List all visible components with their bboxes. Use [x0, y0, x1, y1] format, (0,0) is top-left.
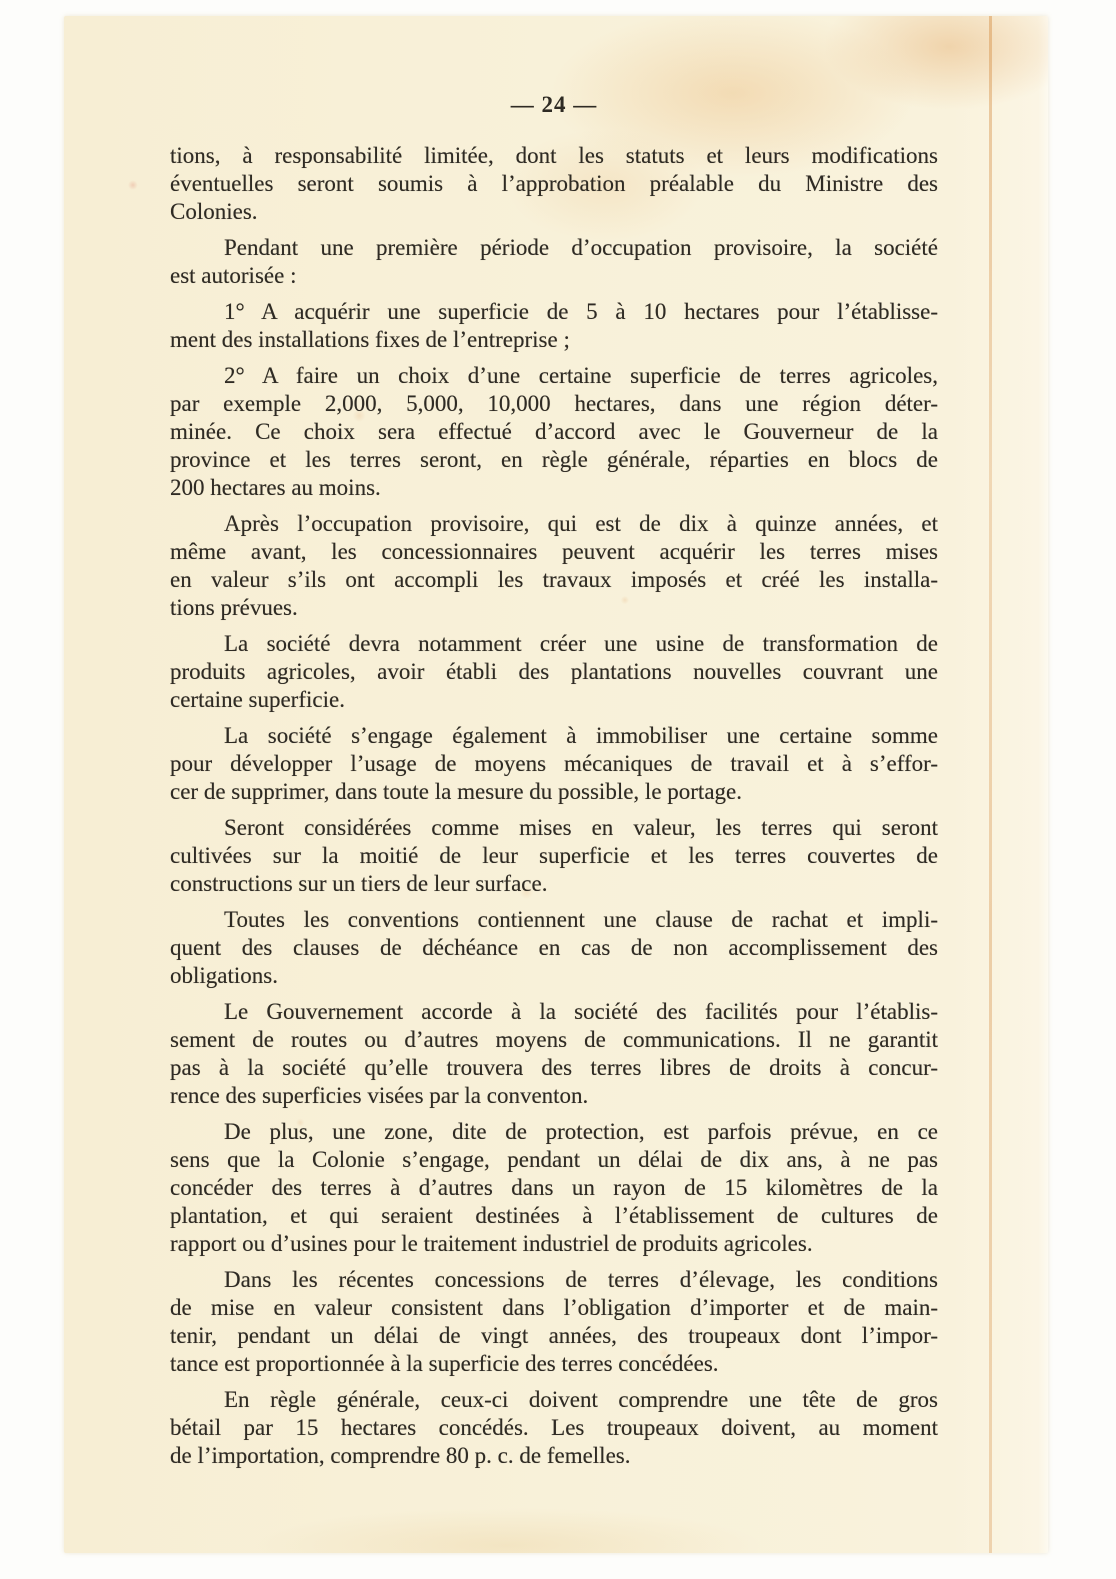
text-line: Seront considérées comme mises en valeur, les terres qui seront	[224, 815, 938, 840]
text-line: certaine superficie.	[170, 687, 345, 712]
text-line: La société s’engage également à immobiliser une certaine somme	[224, 723, 938, 748]
page-fold-line	[989, 16, 992, 1553]
text-line: plantation, et qui seraient destinées à l’établissement de cultures de	[170, 1203, 938, 1228]
text-line: Colonies.	[170, 199, 258, 224]
text-line: sement de routes ou d’autres moyens de communications. Il ne garantit	[170, 1027, 938, 1052]
text-line: minée. Ce choix sera effectué d’accord avec le Gouverneur de la	[170, 419, 938, 444]
text-line: En règle générale, ceux-ci doivent comprendre une tête de gros	[224, 1387, 938, 1412]
text-line: pas à la société qu’elle trouvera des terres libres de droits à concur-	[170, 1055, 938, 1080]
text-line: tance est proportionnée à la superficie des terres concédées.	[170, 1351, 719, 1376]
text-line: 2° A faire un choix d’une certaine superficie de terres agricoles,	[224, 363, 938, 388]
paragraph	[170, 814, 938, 898]
paragraph	[170, 510, 938, 622]
paragraph	[170, 234, 938, 290]
paragraph	[170, 142, 938, 226]
text-line: tenir, pendant un délai de vingt années, des troupeaux dont l’impor-	[170, 1323, 938, 1348]
paragraph	[170, 362, 938, 502]
text-line: même avant, les concessionnaires peuvent acquérir les terres mises	[170, 539, 938, 564]
text-line: La société devra notamment créer une usine de transformation de	[224, 631, 938, 656]
document-page	[64, 16, 1048, 1553]
paragraph	[170, 630, 938, 714]
text-line: Pendant une première période d’occupation provisoire, la société	[224, 235, 938, 260]
paragraph	[170, 998, 938, 1110]
text-line: quent des clauses de déchéance en cas de non accomplissement des	[170, 935, 938, 960]
text-line: rapport ou d’usines pour le traitement industriel de produits agricoles.	[170, 1231, 813, 1256]
paragraph	[170, 906, 938, 990]
paragraph	[170, 1266, 938, 1378]
text-line: Le Gouvernement accorde à la société des facilités pour l’établis-	[224, 999, 938, 1024]
text-line: rence des superficies visées par la conventon.	[170, 1083, 589, 1108]
text-line: province et les terres seront, en règle générale, réparties en blocs de	[170, 447, 938, 472]
page-number: — 24 —	[510, 92, 598, 117]
text-line: de l’importation, comprendre 80 p. c. de femelles.	[170, 1443, 631, 1468]
text-line: ment des installations fixes de l’entreprise ;	[170, 327, 570, 352]
paragraph	[170, 298, 938, 354]
text-line: obligations.	[170, 963, 278, 988]
text-line: Après l’occupation provisoire, qui est de dix à quinze années, et	[224, 511, 938, 536]
text-line: pour développer l’usage de moyens mécaniques de travail et à s’effor-	[170, 751, 938, 776]
paragraph	[170, 1118, 938, 1258]
text-line: tions, à responsabilité limitée, dont les statuts et leurs modifications	[170, 143, 938, 168]
text-line: éventuelles seront soumis à l’approbation préalable du Ministre des	[170, 171, 938, 196]
text-line: de mise en valeur consistent dans l’obligation d’importer et de main-	[170, 1295, 938, 1320]
text-line: cultivées sur la moitié de leur superficie et les terres couvertes de	[170, 843, 938, 868]
page-body	[170, 142, 938, 1478]
text-line: en valeur s’ils ont accompli les travaux imposés et créé les installa-	[170, 567, 938, 592]
text-line: est autorisée :	[170, 263, 297, 288]
text-line: produits agricoles, avoir établi des plantations nouvelles couvrant une	[170, 659, 938, 684]
text-line: par exemple 2,000, 5,000, 10,000 hectares, dans une région déter-	[170, 391, 938, 416]
text-line: 1° A acquérir une superficie de 5 à 10 hectares pour l’établisse-	[224, 299, 938, 324]
text-line: Dans les récentes concessions de terres d’élevage, les conditions	[224, 1267, 938, 1292]
text-line: 200 hectares au moins.	[170, 475, 381, 500]
text-line: cer de supprimer, dans toute la mesure du possible, le portage.	[170, 779, 742, 804]
text-line: Toutes les conventions contiennent une clause de rachat et impli-	[224, 907, 938, 932]
text-line: bétail par 15 hectares concédés. Les troupeaux doivent, au moment	[170, 1415, 938, 1440]
text-line: De plus, une zone, dite de protection, est parfois prévue, en ce	[224, 1119, 938, 1144]
text-line: sens que la Colonie s’engage, pendant un délai de dix ans, à ne pas	[170, 1147, 938, 1172]
paragraph	[170, 1386, 938, 1470]
text-line: constructions sur un tiers de leur surface.	[170, 871, 548, 896]
paragraph	[170, 722, 938, 806]
text-line: tions prévues.	[170, 595, 298, 620]
text-line: concéder des terres à d’autres dans un rayon de 15 kilomètres de la	[170, 1175, 938, 1200]
